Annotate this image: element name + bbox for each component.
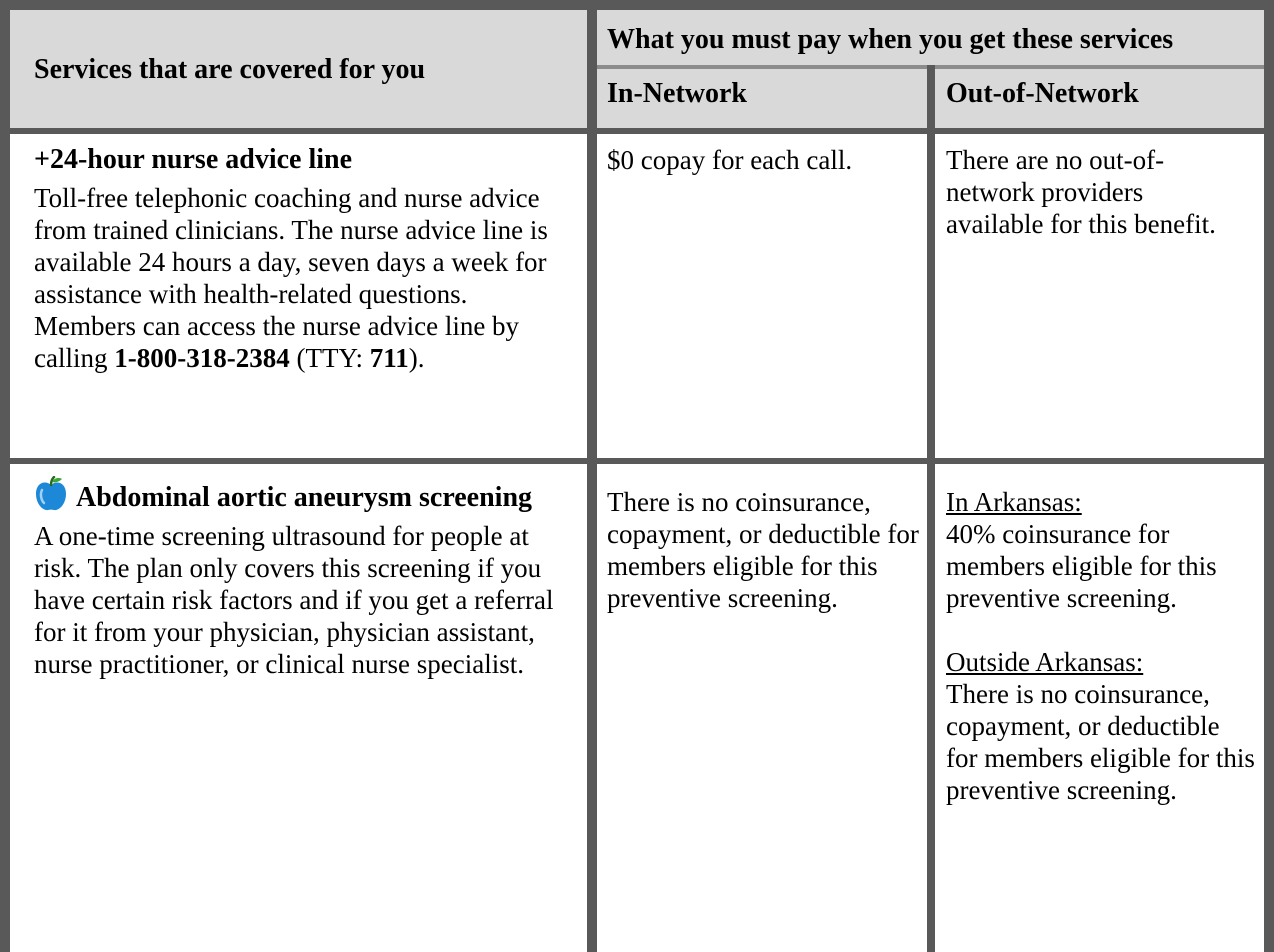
in-state-label: In Arkansas: <box>946 487 1082 517</box>
header-what-you-must-pay: What you must pay when you get these services <box>607 24 1174 55</box>
service-cell-nurse-line <box>34 144 574 374</box>
tty-number: 711 <box>369 343 409 373</box>
service-description: A one-time screening ultrasound for people at risk. The plan only covers this screening if you have certain risk factors and if you get a referral for it from your physician, physician assistant, nurse practitioner, or clinical nurse specialist. <box>34 521 554 679</box>
border-header-bottom <box>0 128 1274 134</box>
out-of-state-cost: There is no coinsurance, copayment, or deductible for members eligible for this preventive screening. <box>946 679 1255 805</box>
border-col-2 <box>927 65 935 952</box>
border-right <box>1264 0 1274 952</box>
border-left <box>0 0 10 952</box>
out-network-cell-nurse-line: There are no out-of-network providers available for this benefit. <box>946 145 1216 239</box>
border-col-1 <box>587 0 597 952</box>
phone-number: 1-800-318-2384 <box>114 343 290 373</box>
in-network-cell-nurse-line: $0 copay for each call. <box>607 145 853 175</box>
service-description: Toll-free telephonic coaching and nurse advice from trained clinicians. The nurse advice line is available 24 hours a day, seven days a week for assistance with health-related questions. Members can access the nurse advice line by calling 1-800-318-2384 (TTY: 711). <box>34 183 548 373</box>
border-row-divider <box>0 458 1274 464</box>
out-network-cell-aaa-screening <box>946 486 1256 806</box>
header-in-network: In-Network <box>607 78 747 109</box>
in-state-cost: 40% coinsurance for members eligible for this preventive screening. <box>946 519 1217 613</box>
service-cell-aaa-screening <box>34 476 574 680</box>
apple-icon <box>34 476 68 512</box>
border-top <box>0 0 1274 10</box>
border-header-split <box>597 65 1274 69</box>
header-out-of-network: Out-of-Network <box>946 78 1139 109</box>
out-of-state-label: Outside Arkansas: <box>946 647 1144 677</box>
header-services-covered: Services that are covered for you <box>34 54 426 85</box>
service-title: Abdominal aortic aneurysm screening <box>34 476 574 514</box>
in-network-cell-aaa-screening: There is no coinsurance, copayment, or deductible for members eligible for this preventive screening. <box>607 487 919 613</box>
service-title: +24-hour nurse advice line <box>34 144 353 175</box>
